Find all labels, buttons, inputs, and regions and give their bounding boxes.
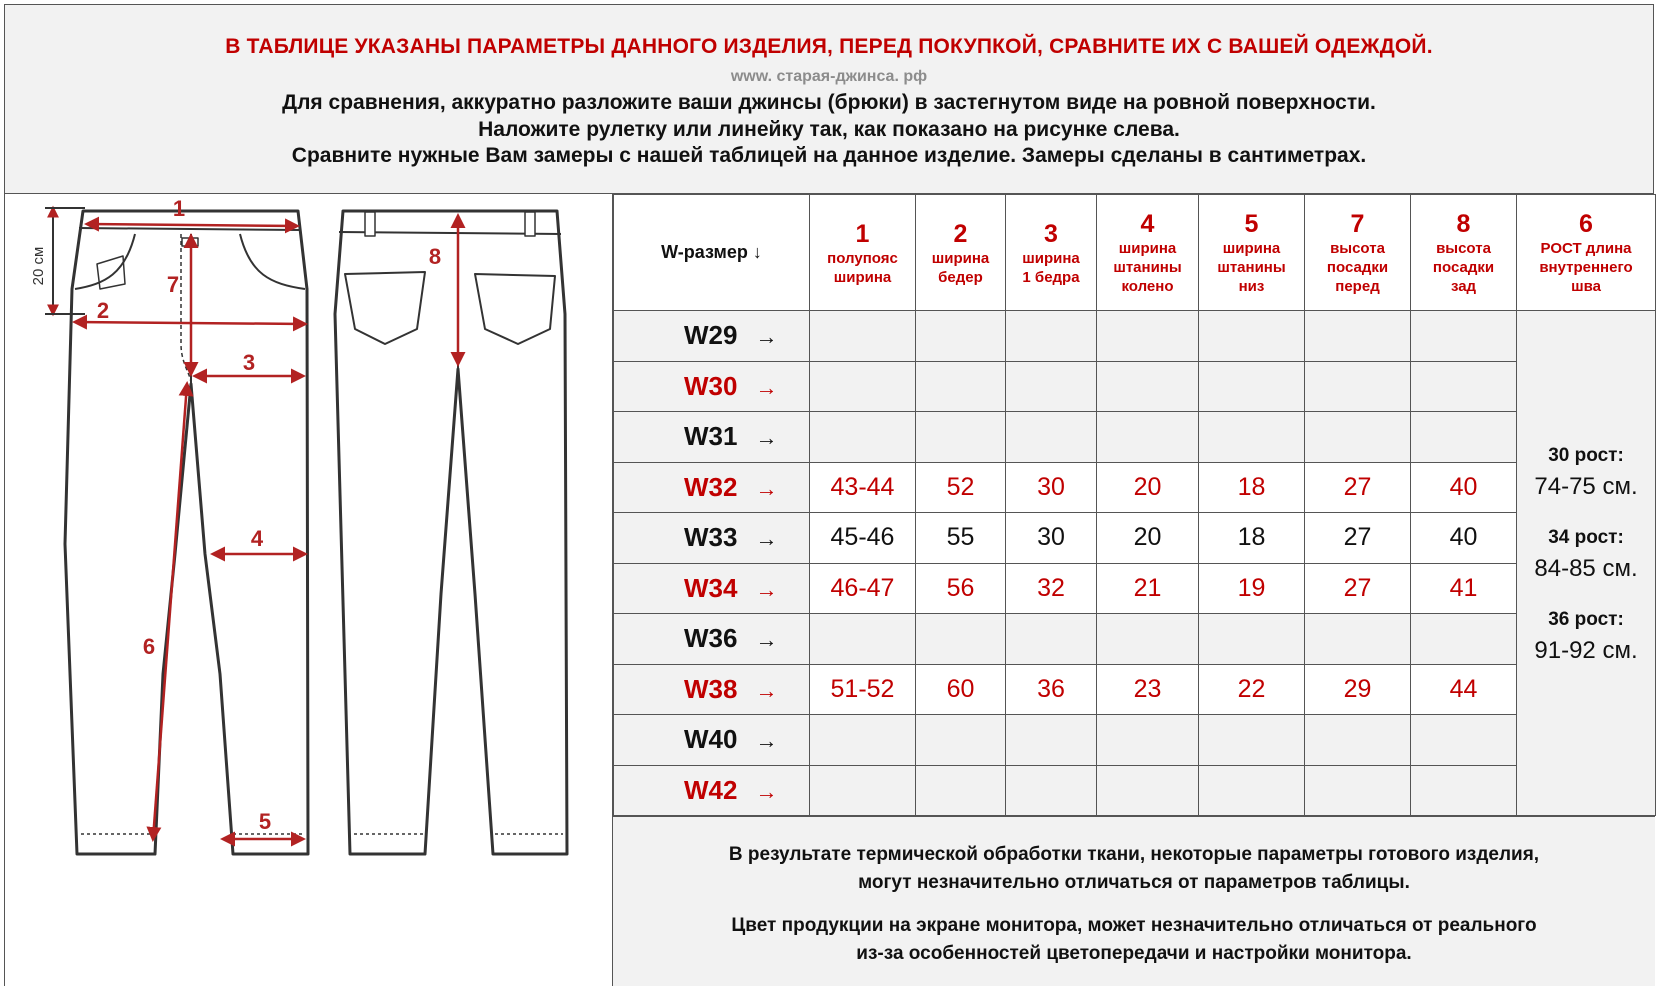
column-header-1: 1 полупояс ширина [810, 195, 916, 311]
table-cell [1199, 614, 1305, 665]
growth-value: 74-75 см. [1534, 473, 1638, 500]
table-cell [916, 614, 1006, 665]
marker-7: 7 [166, 272, 180, 297]
growth-label: 36 рост: [1548, 609, 1624, 630]
table-cell: 20 [1097, 513, 1199, 564]
table-cell [1199, 311, 1305, 362]
table-cell [1097, 614, 1199, 665]
table-cell [1411, 412, 1517, 463]
table-row [614, 563, 1656, 614]
size-label [614, 664, 810, 715]
table-header-row [614, 195, 1656, 311]
table-cell [916, 311, 1006, 362]
table-cell [916, 361, 1006, 412]
size-text: W33 [684, 522, 738, 553]
table-row [614, 311, 1656, 362]
table-cell [810, 765, 916, 816]
table-cell [1199, 361, 1305, 412]
table-cell: 36 [1006, 664, 1097, 715]
table-cell [1199, 412, 1305, 463]
size-table [613, 194, 1656, 816]
size-label [614, 361, 810, 412]
arrow-right-icon: → [755, 728, 778, 754]
footer-note-2: могут незначительно отличаться от параметров таблицы. [858, 872, 1410, 893]
table-cell [1097, 412, 1199, 463]
table-row [614, 765, 1656, 816]
table-cell: 30 [1006, 462, 1097, 513]
size-label [614, 513, 810, 564]
table-cell [1006, 765, 1097, 816]
jeans-diagram [5, 194, 611, 986]
marker-5: 5 [258, 809, 272, 834]
marker-4: 4 [250, 526, 264, 551]
table-cell [1411, 715, 1517, 766]
table-body [614, 311, 1656, 816]
table-cell: 40 [1411, 462, 1517, 513]
arrow-right-icon: → [755, 526, 778, 552]
column-header-8: 8 высота посадки зад [1411, 195, 1517, 311]
table-cell [1411, 311, 1517, 362]
arrow-right-icon: → [755, 324, 778, 350]
size-text: W30 [684, 370, 738, 401]
marker-1: 1 [172, 196, 186, 221]
table-cell: 21 [1097, 563, 1199, 614]
arrow-right-icon: → [755, 677, 778, 703]
size-table-wrap [613, 194, 1655, 816]
size-column-header: W-размер ↓ [614, 195, 810, 311]
table-cell: 20 [1097, 462, 1199, 513]
table-cell: 23 [1097, 664, 1199, 715]
size-label [614, 715, 810, 766]
marker-3: 3 [242, 350, 256, 375]
table-cell [1411, 361, 1517, 412]
table-cell [916, 765, 1006, 816]
table-row [614, 462, 1656, 513]
table-cell [1097, 311, 1199, 362]
column-header-5: 5 ширина штанины низ [1199, 195, 1305, 311]
measurement-drawing [5, 194, 613, 986]
column-header-2: 2 ширина бедер [916, 195, 1006, 311]
table-cell [1006, 614, 1097, 665]
column-header-7: 7 высота посадки перед [1305, 195, 1411, 311]
table-cell: 22 [1199, 664, 1305, 715]
table-cell [1305, 311, 1411, 362]
table-cell: 44 [1411, 664, 1517, 715]
size-label [614, 462, 810, 513]
site-watermark: www. старая-джинса. рф [730, 68, 928, 85]
header-panel [5, 5, 1653, 194]
marker-6: 6 [142, 634, 156, 659]
table-cell: 41 [1411, 563, 1517, 614]
table-row [614, 664, 1656, 715]
size-text: W34 [684, 572, 738, 603]
size-text: W38 [684, 673, 738, 704]
footer-panel [613, 816, 1655, 986]
table-cell: 18 [1199, 513, 1305, 564]
size-label [614, 412, 810, 463]
table-cell: 46-47 [810, 563, 916, 614]
size-label [614, 614, 810, 665]
table-cell: 19 [1199, 563, 1305, 614]
table-cell [810, 614, 916, 665]
arrow-right-icon: → [755, 778, 778, 804]
table-cell [1305, 361, 1411, 412]
table-cell [1199, 765, 1305, 816]
table-cell [916, 412, 1006, 463]
table-cell [1097, 715, 1199, 766]
size-chart-frame [4, 4, 1654, 986]
arrow-right-icon: → [755, 576, 778, 602]
table-cell [1006, 361, 1097, 412]
table-cell [916, 715, 1006, 766]
table-cell [810, 715, 916, 766]
table-cell: 32 [1006, 563, 1097, 614]
table-cell: 27 [1305, 462, 1411, 513]
arrow-right-icon: → [755, 374, 778, 400]
arrow-right-icon: → [755, 627, 778, 653]
table-cell [1305, 715, 1411, 766]
arrow-right-icon: → [755, 475, 778, 501]
size-label [614, 765, 810, 816]
size-text: W40 [684, 724, 738, 755]
table-cell: 27 [1305, 563, 1411, 614]
size-text: W31 [684, 421, 738, 452]
jeans-back-icon [335, 211, 567, 854]
table-row [614, 361, 1656, 412]
instruction-line-2: Наложите рулетку или линейку так, как показано на рисунке слева. [478, 118, 1180, 141]
footer-note-4: из-за особенностей цветопередачи и настройки монитора. [856, 943, 1412, 964]
table-cell [1199, 715, 1305, 766]
size-text: W29 [684, 320, 738, 351]
table-cell: 60 [916, 664, 1006, 715]
table-cell: 51-52 [810, 664, 916, 715]
table-cell [810, 311, 916, 362]
table-row [614, 614, 1656, 665]
table-cell: 27 [1305, 513, 1411, 564]
arrow-right-icon: → [755, 425, 778, 451]
growth-label: 34 рост: [1548, 527, 1624, 548]
table-cell [1097, 361, 1199, 412]
growth-label: 30 рост: [1548, 445, 1624, 466]
table-cell [1097, 765, 1199, 816]
column-header-3: 3 ширина 1 бедра [1006, 195, 1097, 311]
table-cell [1411, 765, 1517, 816]
table-cell: 56 [916, 563, 1006, 614]
size-text: W32 [684, 471, 738, 502]
height-note: 20 см [30, 246, 47, 286]
table-cell [1305, 765, 1411, 816]
footer-note-1: В результате термической обработки ткани, некоторые параметры готового изделия, [728, 844, 1540, 865]
table-cell: 30 [1006, 513, 1097, 564]
size-text: W42 [684, 774, 738, 805]
instruction-line-3: Сравните нужные Вам замеры с нашей таблицей на данное изделие. Замеры сделаны в сантиметрах. [291, 144, 1367, 167]
table-cell: 52 [916, 462, 1006, 513]
table-cell [1006, 715, 1097, 766]
table-cell: 43-44 [810, 462, 916, 513]
size-text: W36 [684, 623, 738, 654]
table-cell [1305, 412, 1411, 463]
table-cell: 45-46 [810, 513, 916, 564]
table-cell [1411, 614, 1517, 665]
table-cell [1305, 614, 1411, 665]
growth-cell [1517, 311, 1656, 816]
table-row [614, 513, 1656, 564]
growth-value: 91-92 см. [1534, 637, 1638, 664]
table-cell [1006, 311, 1097, 362]
column-header-4: 4 ширина штанины колено [1097, 195, 1199, 311]
table-row [614, 412, 1656, 463]
marker-8: 8 [428, 244, 442, 269]
size-label [614, 563, 810, 614]
table-cell: 29 [1305, 664, 1411, 715]
instruction-line-1: Для сравнения, аккуратно разложите ваши джинсы (брюки) в застегнутом виде на ровной поверхности. [282, 91, 1376, 114]
table-row [614, 715, 1656, 766]
warning-text: В ТАБЛИЦЕ УКАЗАНЫ ПАРАМЕТРЫ ДАННОГО ИЗДЕЛИЯ, ПЕРЕД ПОКУПКОЙ, СРАВНИТЕ ИХ С ВАШЕЙ ОДЕЖДОЙ. [225, 35, 1433, 58]
size-label [614, 311, 810, 362]
marker-2: 2 [96, 298, 110, 323]
table-cell: 55 [916, 513, 1006, 564]
table-cell [810, 412, 916, 463]
table-cell [810, 361, 916, 412]
column-header-6: 6 РОСТ длина внутреннего шва [1517, 195, 1656, 311]
table-cell: 18 [1199, 462, 1305, 513]
footer-note-3: Цвет продукции на экране монитора, может незначительно отличаться от реального [731, 915, 1537, 936]
growth-value: 84-85 см. [1534, 555, 1638, 582]
table-cell [1006, 412, 1097, 463]
table-cell: 40 [1411, 513, 1517, 564]
